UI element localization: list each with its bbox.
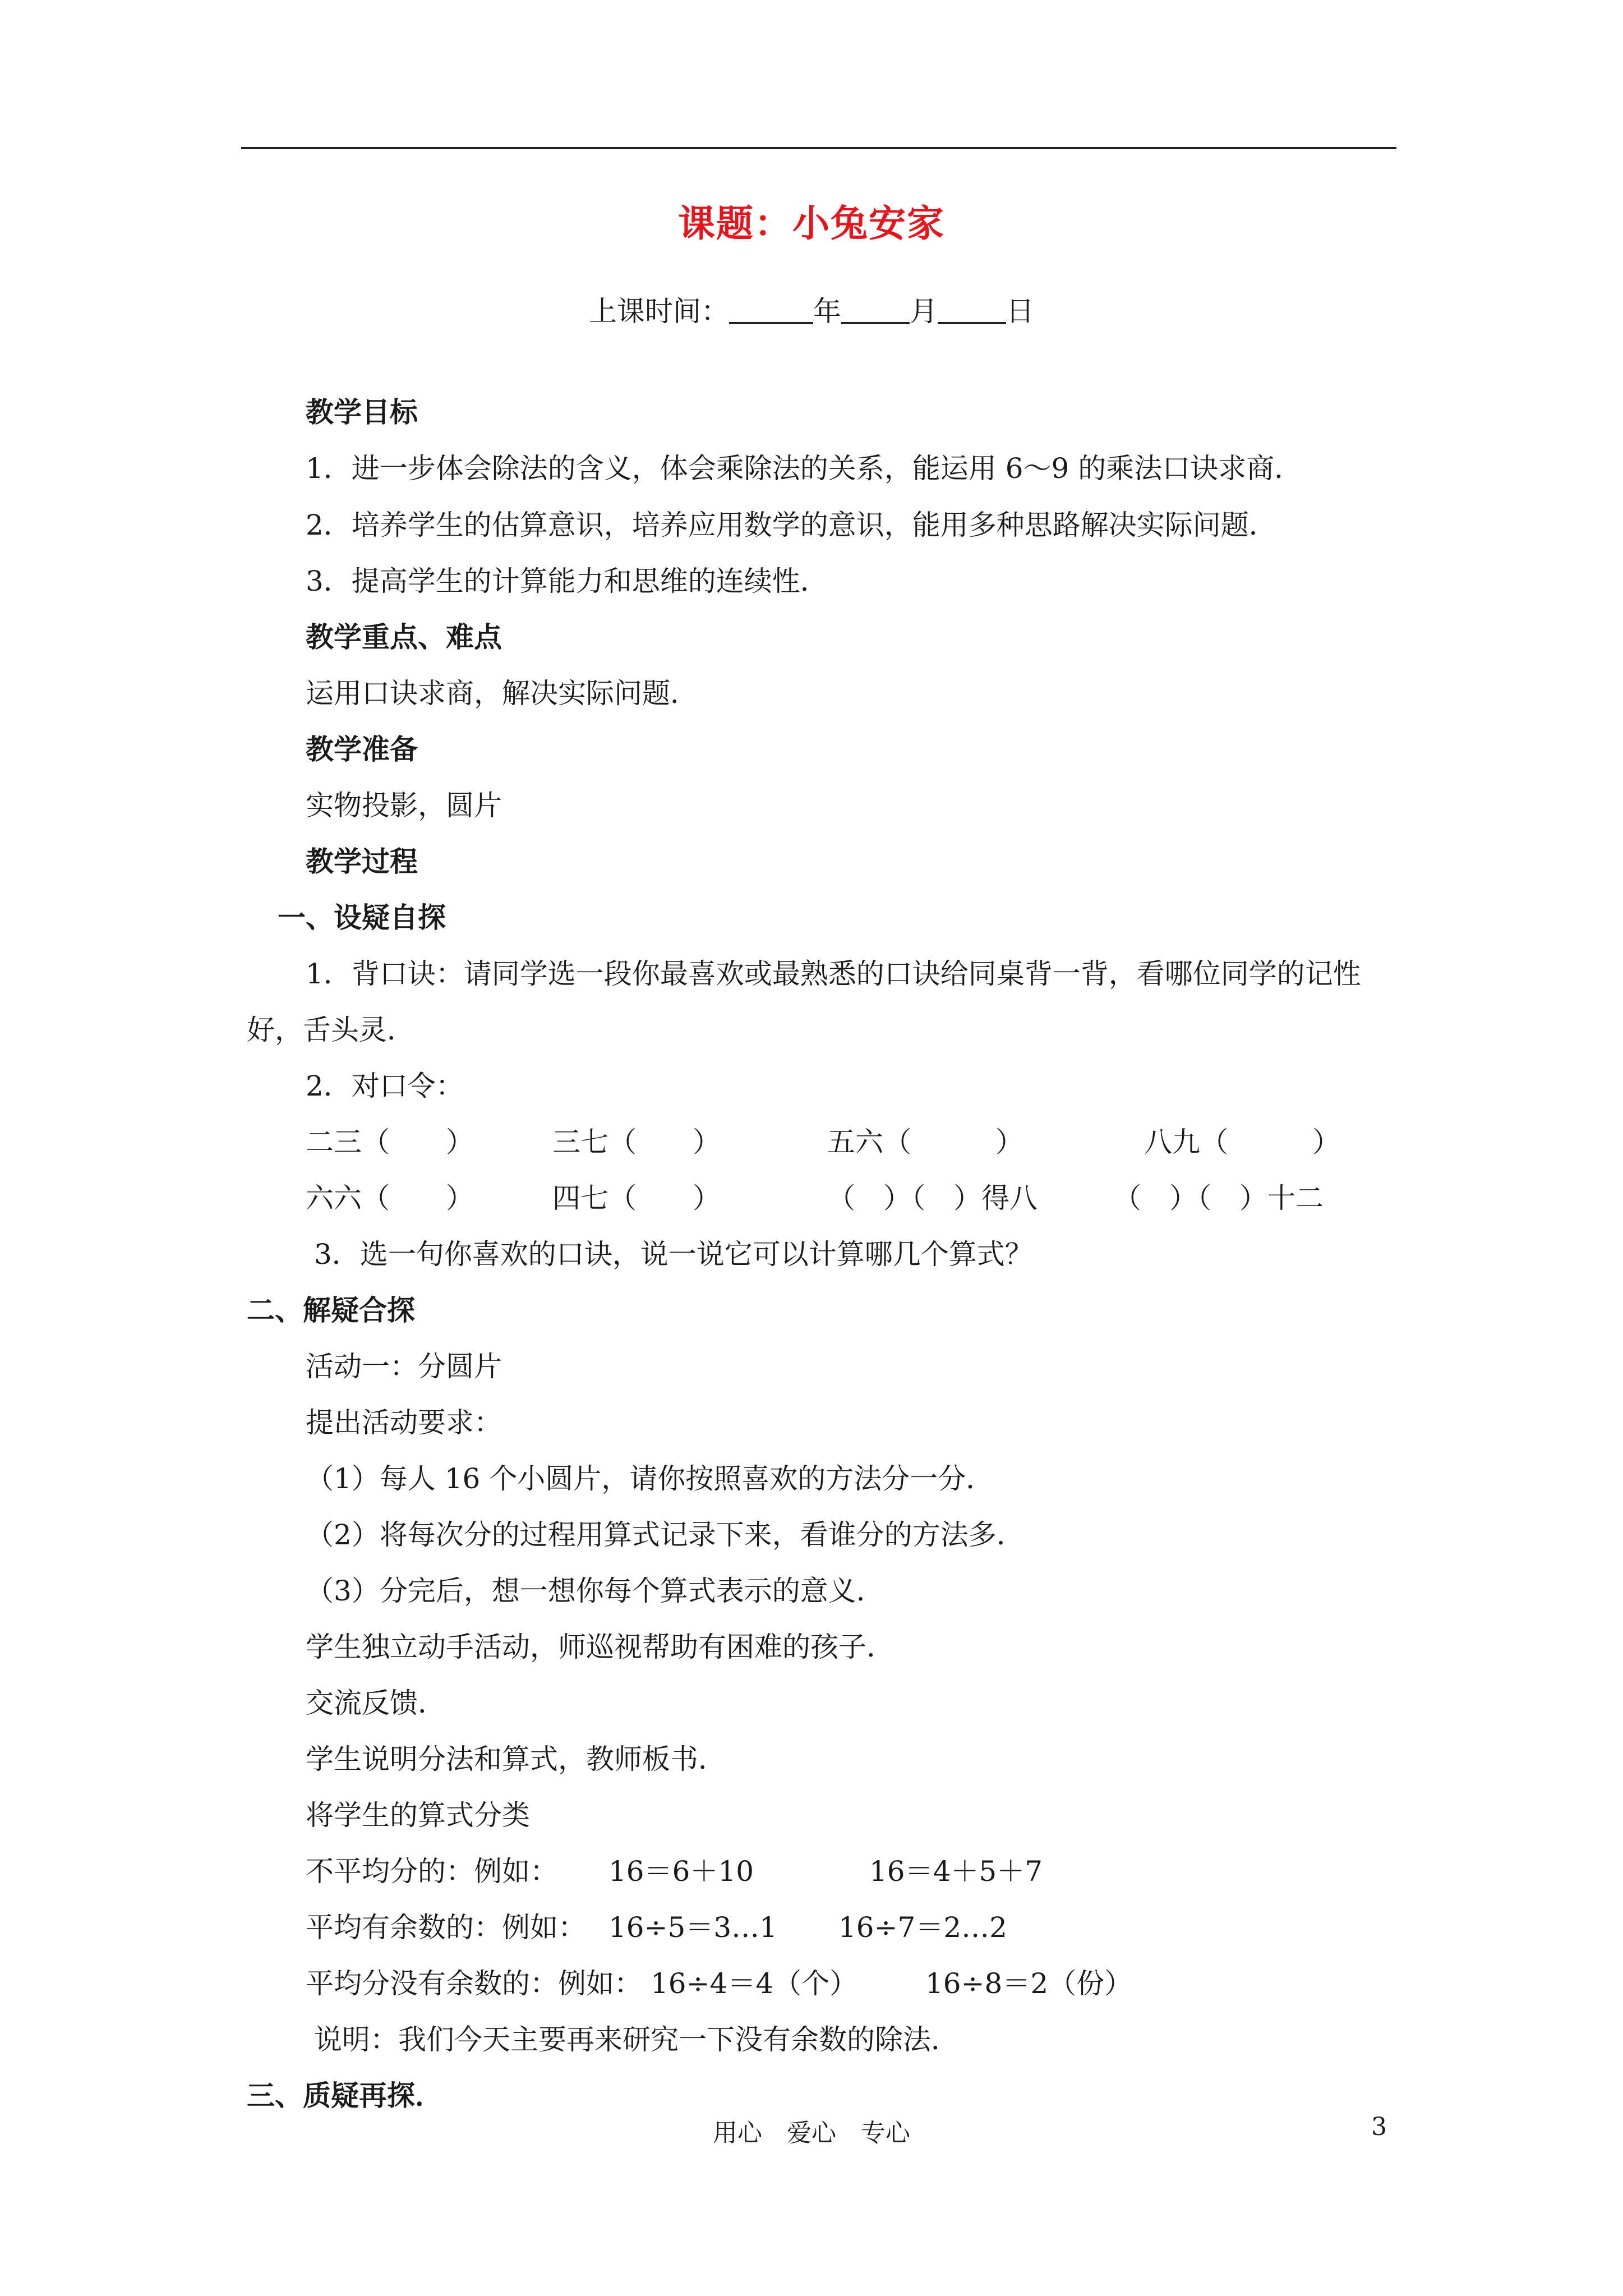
drill-cell: （ ）（ ）十二	[1113, 1182, 1324, 1214]
process-heading: 教学过程	[306, 845, 418, 878]
preparation-text: 实物投影，圆片	[306, 789, 502, 822]
month-blank[interactable]	[841, 294, 910, 324]
category-example: 16＝6＋10	[608, 1855, 754, 1888]
year-label: 年	[813, 295, 841, 328]
goal-item: 2．培养学生的估算意识，培养应用数学的意识，能用多种思路解决实际问题．	[306, 509, 1277, 541]
drill-cell: 四七（ ）	[552, 1182, 721, 1214]
part2-line: 活动一：分圆片	[306, 1350, 502, 1383]
part1-item2: 2．对口令：	[306, 1070, 464, 1102]
category-example: 16＝4＋5＋7	[869, 1855, 1043, 1888]
part2-line: 学生说明分法和算式，教师板书．	[306, 1743, 726, 1775]
part2-line: （3）分完后，想一想你每个算式表示的意义．	[306, 1575, 884, 1607]
key-points-text: 运用口诀求商，解决实际问题．	[306, 677, 698, 710]
part1-heading: 一、设疑自探	[278, 901, 446, 934]
class-date-line	[0, 289, 1623, 329]
category-label: 平均分没有余数的：例如：	[306, 1967, 642, 2000]
goals-heading: 教学目标	[306, 395, 418, 429]
preparation-heading: 教学准备	[306, 733, 418, 766]
header-rule	[241, 147, 1396, 149]
category-label: 平均有余数的：例如：	[306, 1911, 586, 1944]
part3-heading: 三、质疑再探．	[247, 2079, 443, 2112]
day-blank[interactable]	[938, 294, 1006, 324]
footer-motto: 用心 爱心 专心	[713, 2119, 910, 2147]
drill-cell: 三七（ ）	[552, 1126, 721, 1158]
drill-cell: （ ）（ ）得八	[827, 1182, 1038, 1214]
drill-cell: 五六（ ）	[827, 1126, 1023, 1158]
part1-item1-line1: 1．背口诀：请同学选一段你最喜欢或最熟悉的口诀给同桌背一背，看哪位同学的记性	[306, 958, 1361, 990]
goal-item: 1．进一步体会除法的含义，体会乘除法的关系，能运用 6～9 的乘法口诀求商．	[306, 452, 1303, 485]
drill-cell: 八九（ ）	[1144, 1126, 1340, 1158]
year-blank[interactable]	[729, 294, 813, 324]
page-number: 3	[1371, 2113, 1387, 2141]
drill-cell: 二三（ ）	[306, 1126, 474, 1158]
key-points-heading: 教学重点、难点	[306, 620, 502, 654]
part2-line: 提出活动要求：	[306, 1406, 502, 1439]
page-title: 课题：小兔安家	[678, 201, 945, 245]
part2-line: （2）将每次分的过程用算式记录下来，看谁分的方法多．	[306, 1519, 1025, 1551]
part2-line: （1）每人 16 个小圆片，请你按照喜欢的方法分一分．	[306, 1462, 994, 1495]
category-example: 16÷4＝4（个）	[651, 1967, 858, 2000]
part2-line: 交流反馈．	[306, 1687, 446, 1719]
month-label: 月	[910, 295, 938, 328]
part2-line: 学生独立动手活动，师巡视帮助有困难的孩子．	[306, 1631, 895, 1663]
category-example: 16÷8＝2（份）	[925, 1967, 1133, 2000]
date-label: 上课时间：	[589, 295, 729, 328]
goal-item: 3．提高学生的计算能力和思维的连续性．	[306, 565, 828, 597]
part2-note: 说明：我们今天主要再来研究一下没有余数的除法．	[314, 2023, 959, 2056]
day-label: 日	[1006, 295, 1034, 328]
drill-cell: 六六（ ）	[306, 1182, 474, 1214]
part1-item1-line2: 好，舌头灵．	[247, 1014, 415, 1046]
part2-heading: 二、解疑合探	[247, 1294, 415, 1327]
category-example: 16÷5＝3…1	[608, 1911, 777, 1944]
part1-item3: 3．选一句你喜欢的口诀，说一说它可以计算哪几个算式？	[314, 1238, 1033, 1271]
part2-line: 将学生的算式分类	[306, 1799, 530, 1832]
category-example: 16÷7＝2…2	[838, 1911, 1007, 1944]
category-label: 不平均分的：例如：	[306, 1855, 558, 1888]
